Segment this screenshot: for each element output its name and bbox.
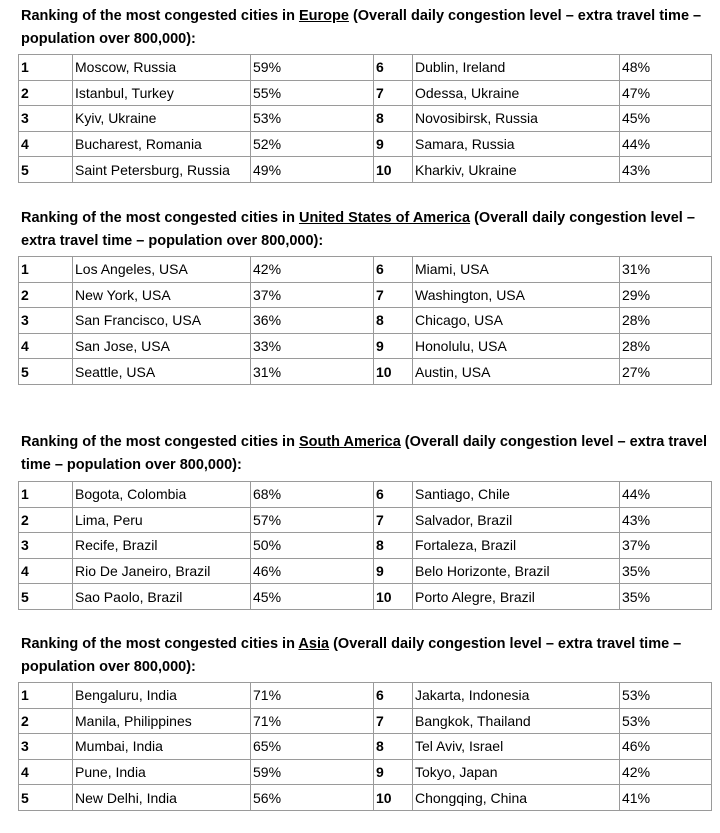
percent-cell: 47% <box>620 80 712 106</box>
rank-cell: 5 <box>19 359 73 385</box>
rank-cell: 3 <box>19 533 73 559</box>
city-cell: New Delhi, India <box>73 785 251 811</box>
rank-cell: 10 <box>374 584 413 610</box>
percent-cell: 53% <box>620 708 712 734</box>
percent-cell: 27% <box>620 359 712 385</box>
percent-cell: 59% <box>251 759 374 785</box>
table-row <box>19 558 712 584</box>
percent-cell: 29% <box>620 282 712 308</box>
heading-text: Ranking of the most congested cities in <box>21 434 299 450</box>
rank-cell: 6 <box>374 257 413 283</box>
heading-text: Ranking of the most congested cities in <box>21 8 299 24</box>
table-row <box>19 333 712 359</box>
percent-cell: 45% <box>620 106 712 132</box>
table-row <box>19 55 712 81</box>
percent-cell: 50% <box>251 533 374 559</box>
ranking-table <box>18 682 712 811</box>
percent-cell: 65% <box>251 734 374 760</box>
section-heading <box>21 431 711 477</box>
rank-cell: 8 <box>374 533 413 559</box>
percent-cell: 44% <box>620 482 712 508</box>
city-cell: Manila, Philippines <box>73 708 251 734</box>
city-cell: Dublin, Ireland <box>413 55 620 81</box>
city-cell: Novosibirsk, Russia <box>413 106 620 132</box>
table-row <box>19 80 712 106</box>
rank-cell: 8 <box>374 734 413 760</box>
city-cell: Fortaleza, Brazil <box>413 533 620 559</box>
percent-cell: 35% <box>620 558 712 584</box>
section-heading <box>21 633 711 679</box>
city-cell: San Francisco, USA <box>73 308 251 334</box>
section-heading <box>21 207 711 253</box>
city-cell: Austin, USA <box>413 359 620 385</box>
rank-cell: 4 <box>19 333 73 359</box>
percent-cell: 57% <box>251 507 374 533</box>
rank-cell: 1 <box>19 257 73 283</box>
table-row <box>19 282 712 308</box>
rank-cell: 9 <box>374 558 413 584</box>
city-cell: Bogota, Colombia <box>73 482 251 508</box>
rank-cell: 1 <box>19 55 73 81</box>
city-cell: Lima, Peru <box>73 507 251 533</box>
rank-cell: 9 <box>374 333 413 359</box>
table-row <box>19 584 712 610</box>
city-cell: Bucharest, Romania <box>73 131 251 157</box>
percent-cell: 46% <box>251 558 374 584</box>
percent-cell: 44% <box>620 131 712 157</box>
city-cell: Moscow, Russia <box>73 55 251 81</box>
city-cell: Honolulu, USA <box>413 333 620 359</box>
city-cell: Kyiv, Ukraine <box>73 106 251 132</box>
city-cell: Santiago, Chile <box>413 482 620 508</box>
city-cell: Miami, USA <box>413 257 620 283</box>
rank-cell: 4 <box>19 558 73 584</box>
rank-cell: 1 <box>19 683 73 709</box>
city-cell: New York, USA <box>73 282 251 308</box>
ranking-table <box>18 54 712 183</box>
percent-cell: 52% <box>251 131 374 157</box>
percent-cell: 42% <box>620 759 712 785</box>
rank-cell: 8 <box>374 106 413 132</box>
rank-cell: 9 <box>374 131 413 157</box>
percent-cell: 28% <box>620 308 712 334</box>
table-row <box>19 157 712 183</box>
city-cell: Istanbul, Turkey <box>73 80 251 106</box>
percent-cell: 46% <box>620 734 712 760</box>
percent-cell: 31% <box>251 359 374 385</box>
rank-cell: 7 <box>374 507 413 533</box>
percent-cell: 68% <box>251 482 374 508</box>
percent-cell: 36% <box>251 308 374 334</box>
table-row <box>19 708 712 734</box>
city-cell: Rio De Janeiro, Brazil <box>73 558 251 584</box>
table-row <box>19 507 712 533</box>
city-cell: Mumbai, India <box>73 734 251 760</box>
rank-cell: 7 <box>374 80 413 106</box>
city-cell: Porto Alegre, Brazil <box>413 584 620 610</box>
rank-cell: 3 <box>19 106 73 132</box>
rank-cell: 7 <box>374 282 413 308</box>
heading-text: (Overall daily congestion level – extra travel time – population over 800,000): <box>21 434 708 473</box>
percent-cell: 37% <box>620 533 712 559</box>
city-cell: Tel Aviv, Israel <box>413 734 620 760</box>
percent-cell: 56% <box>251 785 374 811</box>
percent-cell: 43% <box>620 157 712 183</box>
table-row <box>19 308 712 334</box>
ranking-table <box>18 481 712 610</box>
city-cell: Belo Horizonte, Brazil <box>413 558 620 584</box>
percent-cell: 55% <box>251 80 374 106</box>
city-cell: Tokyo, Japan <box>413 759 620 785</box>
percent-cell: 33% <box>251 333 374 359</box>
percent-cell: 53% <box>620 683 712 709</box>
city-cell: Chicago, USA <box>413 308 620 334</box>
region-name: United States of America <box>298 210 471 226</box>
rank-cell: 10 <box>374 785 413 811</box>
rank-cell: 10 <box>374 157 413 183</box>
table-row <box>19 257 712 283</box>
percent-cell: 71% <box>251 683 374 709</box>
rank-cell: 3 <box>19 734 73 760</box>
percent-cell: 49% <box>251 157 374 183</box>
rank-cell: 6 <box>374 683 413 709</box>
city-cell: Saint Petersburg, Russia <box>73 157 251 183</box>
rank-cell: 9 <box>374 759 413 785</box>
table-row <box>19 683 712 709</box>
table-row <box>19 533 712 559</box>
percent-cell: 37% <box>251 282 374 308</box>
rank-cell: 5 <box>19 785 73 811</box>
heading-text: (Overall daily congestion level – extra travel time – population over 800,000): <box>21 8 702 47</box>
city-cell: Sao Paolo, Brazil <box>73 584 251 610</box>
city-cell: Jakarta, Indonesia <box>413 683 620 709</box>
city-cell: San Jose, USA <box>73 333 251 359</box>
percent-cell: 71% <box>251 708 374 734</box>
rank-cell: 5 <box>19 157 73 183</box>
city-cell: Bangkok, Thailand <box>413 708 620 734</box>
rank-cell: 2 <box>19 507 73 533</box>
section-heading <box>21 5 711 51</box>
table-row <box>19 106 712 132</box>
percent-cell: 43% <box>620 507 712 533</box>
region-name: Asia <box>298 636 330 652</box>
table-row <box>19 759 712 785</box>
city-cell: Bengaluru, India <box>73 683 251 709</box>
table-row <box>19 359 712 385</box>
heading-text: Ranking of the most congested cities in <box>21 210 299 226</box>
rank-cell: 4 <box>19 759 73 785</box>
table-row <box>19 785 712 811</box>
rank-cell: 5 <box>19 584 73 610</box>
city-cell: Recife, Brazil <box>73 533 251 559</box>
percent-cell: 42% <box>251 257 374 283</box>
percent-cell: 35% <box>620 584 712 610</box>
percent-cell: 28% <box>620 333 712 359</box>
city-cell: Pune, India <box>73 759 251 785</box>
city-cell: Kharkiv, Ukraine <box>413 157 620 183</box>
percent-cell: 31% <box>620 257 712 283</box>
table-row <box>19 734 712 760</box>
percent-cell: 53% <box>251 106 374 132</box>
city-cell: Odessa, Ukraine <box>413 80 620 106</box>
percent-cell: 48% <box>620 55 712 81</box>
heading-text: Ranking of the most congested cities in <box>21 636 299 652</box>
rank-cell: 7 <box>374 708 413 734</box>
rank-cell: 1 <box>19 482 73 508</box>
city-cell: Salvador, Brazil <box>413 507 620 533</box>
rank-cell: 8 <box>374 308 413 334</box>
city-cell: Seattle, USA <box>73 359 251 385</box>
rank-cell: 6 <box>374 55 413 81</box>
table-row <box>19 131 712 157</box>
percent-cell: 41% <box>620 785 712 811</box>
rank-cell: 4 <box>19 131 73 157</box>
rank-cell: 2 <box>19 708 73 734</box>
rank-cell: 2 <box>19 282 73 308</box>
rank-cell: 10 <box>374 359 413 385</box>
region-name: Europe <box>298 8 349 24</box>
percent-cell: 45% <box>251 584 374 610</box>
ranking-table <box>18 256 712 385</box>
city-cell: Los Angeles, USA <box>73 257 251 283</box>
city-cell: Chongqing, China <box>413 785 620 811</box>
city-cell: Samara, Russia <box>413 131 620 157</box>
percent-cell: 59% <box>251 55 374 81</box>
table-row <box>19 482 712 508</box>
region-name: South America <box>298 434 401 450</box>
heading-text: (Overall daily congestion level – extra travel time – population over 800,000): <box>21 210 695 249</box>
city-cell: Washington, USA <box>413 282 620 308</box>
rank-cell: 3 <box>19 308 73 334</box>
rank-cell: 2 <box>19 80 73 106</box>
rank-cell: 6 <box>374 482 413 508</box>
heading-text: (Overall daily congestion level – extra travel time – population over 800,000): <box>21 636 682 675</box>
